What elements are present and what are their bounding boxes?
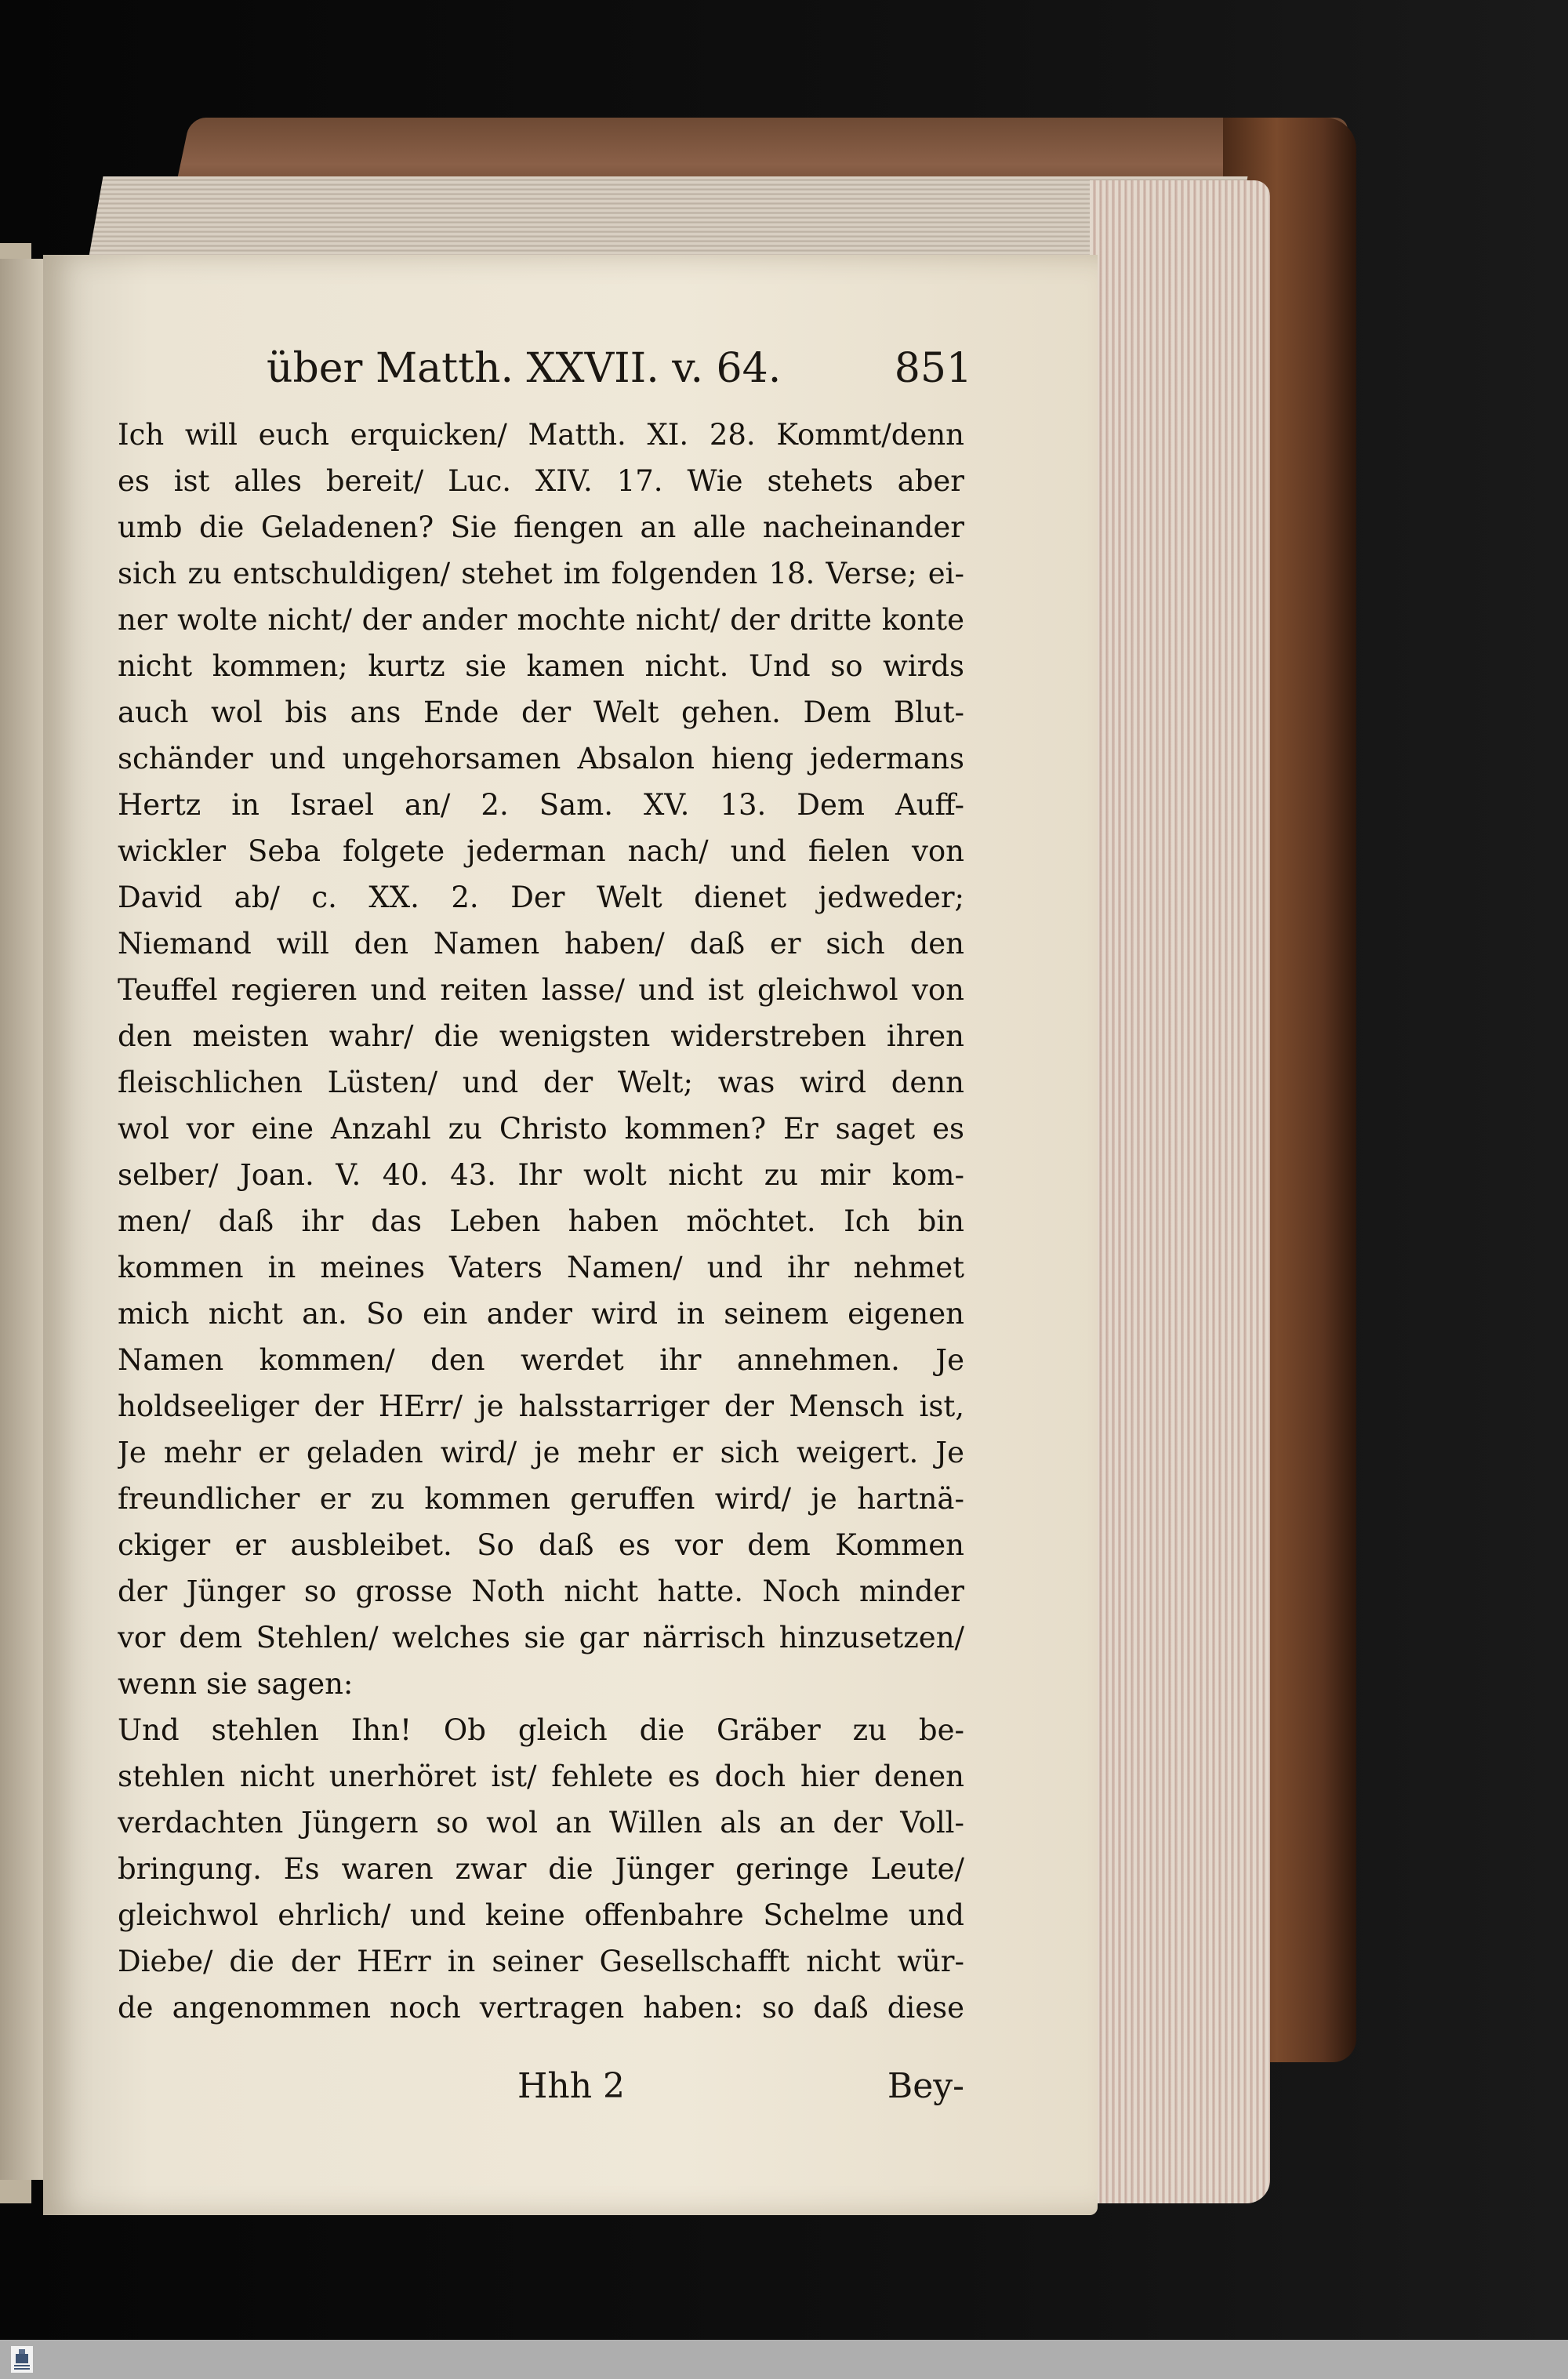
text-line: Hertz in Israel an/ 2. Sam. XV. 13. Dem Auff- (118, 788, 964, 822)
text-line: Niemand will den Namen haben/ daß er sich den (118, 927, 964, 961)
text-line: mich nicht an. So ein ander wird in seinem eigenen (118, 1297, 964, 1331)
text-line: gleichwol ehrlich/ und keine offenbahre Schelme und (118, 1898, 964, 1932)
text-line: Ich will euch erquicken/ Matth. XI. 28. Kommt/denn (118, 418, 964, 452)
text-line: freundlicher er zu kommen geruffen wird/ je hartnä- (118, 1482, 964, 1516)
page-stack-fore-edge (1090, 180, 1270, 2203)
text-line: ckiger er ausbleibet. So daß es vor dem Kommen (118, 1528, 964, 1562)
catchword: Bey- (887, 2066, 964, 2106)
running-title: über Matth. XXVII. v. 64. (267, 345, 782, 392)
text-line: selber/ Joan. V. 40. 43. Ihr wolt nicht zu mir kom- (118, 1158, 964, 1192)
text-line: ner wolte nicht/ der ander mochte nicht/ der dritte konte (118, 603, 964, 637)
text-line: David ab/ c. XX. 2. Der Welt dienet jedweder; (118, 881, 964, 914)
page-number: 851 (894, 345, 972, 392)
text-line: holdseeliger der HErr/ je halsstarriger der Mensch ist, (118, 1389, 964, 1423)
text-line: verdachten Jüngern so wol an Willen als an der Voll- (118, 1806, 964, 1840)
text-line: men/ daß ihr das Leben haben möchtet. Ich bin (118, 1204, 964, 1238)
text-line: fleischlichen Lüsten/ und der Welt; was wird denn (118, 1066, 964, 1099)
text-line: wickler Seba folgete jederman nach/ und fielen von (118, 834, 964, 868)
text-line: kommen in meines Vaters Namen/ und ihr nehmet (118, 1251, 964, 1284)
text-line: Namen kommen/ den werdet ihr annehmen. Je (118, 1343, 964, 1377)
text-line: es ist alles bereit/ Luc. XIV. 17. Wie stehets aber (118, 464, 964, 498)
text-line: bringung. Es waren zwar die Jünger geringe Leute/ (118, 1852, 964, 1886)
text-line: Je mehr er geladen wird/ je mehr er sich weigert. Je (118, 1436, 964, 1469)
body-text (118, 412, 964, 2031)
text-line: der Jünger so grosse Noth nicht hatte. Noch minder (118, 1574, 964, 1608)
text-line: wenn sie sagen: (118, 1667, 354, 1701)
text-line: Diebe/ die der HErr in seiner Gesellschafft nicht wür- (118, 1945, 964, 1978)
text-line: nicht kommen; kurtz sie kamen nicht. Und so wirds (118, 649, 964, 683)
text-line: den meisten wahr/ die wenigsten widerstreben ihren (118, 1019, 964, 1053)
page-header (267, 345, 972, 400)
text-line: vor dem Stehlen/ welches sie gar närrisch hinzusetzen/ (118, 1621, 964, 1654)
text-line: sich zu entschuldigen/ stehet im folgenden 18. Verse; ei- (118, 557, 964, 590)
text-line: auch wol bis ans Ende der Welt gehen. Dem Blut- (118, 696, 964, 729)
text-line: Und stehlen Ihn! Ob gleich die Gräber zu be- (118, 1713, 964, 1747)
viewer-bottom-bar (0, 2340, 1568, 2379)
text-line: umb die Geladenen? Sie fiengen an alle nacheinander (118, 510, 964, 544)
text-line: schänder und ungehorsamen Absalon hieng jedermans (118, 742, 964, 775)
text-line: Teuffel regieren und reiten lasse/ und ist gleichwol von (118, 973, 964, 1007)
text-line: de angenommen noch vertragen haben: so daß diese (118, 1991, 964, 2025)
text-line: stehlen nicht unerhöret ist/ fehlete es doch hier denen (118, 1760, 964, 1793)
signature-mark: Hhh 2 (517, 2066, 626, 2106)
library-logo-icon (11, 2346, 33, 2373)
text-line: wol vor eine Anzahl zu Christo kommen? Er saget es (118, 1112, 964, 1146)
page-footer (517, 2066, 964, 2113)
